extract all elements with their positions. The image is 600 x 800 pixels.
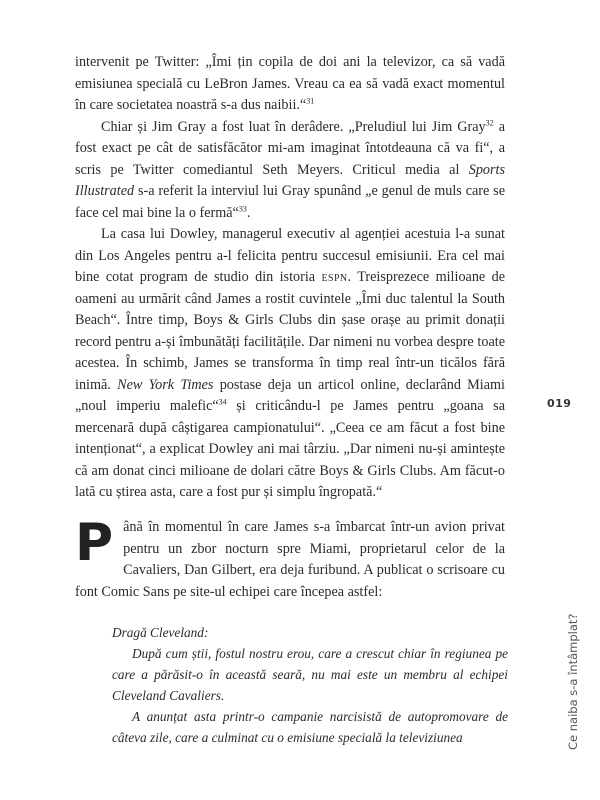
page-number: 019 bbox=[547, 397, 572, 410]
running-head: Ce naiba s-a întâmplat? bbox=[566, 613, 580, 750]
paragraph-3: La casa lui Dowley, managerul executiv al agenției acestuia l-a sunat din Los Angeles pentru a-l felicita pentru succesul emisiunii. Era cel mai bine cotat program de studio din istoria espn. Treisprezece milioane de oameni au urmărit când James a rostit cuvintele „Îmi duc talentul la South Beach“. Între timp, Boys & Girls Clubs din șase orașe au primit donații record pentru a-și îmbunătăți facilitățile. Dar nimeni nu vorbea despre toate acestea. În schimb, James se transforma în timp real într-un ticălos fără inimă. New York Times postase deja un articol online, declarând Miami „noul imperiu malefic“$^{34}$ și criticându-l pe James pentru „goana sa mercenară după câștigarea campionatului“. „Ceea ce am făcut a fost bine intenționat“, a explicat Dowley ani mai târziu. „Dar nimeni nu-și amintește că am donat cinci milioane de dolari către Boys & Girls Clubs. Am făcut-o lată cu știrea asta, care a fost pur și simplu îngropată.“ bbox=[75, 226, 506, 500]
letter-salutation: Dragă Cleveland: bbox=[112, 625, 209, 640]
footnote-ref-32[interactable]: 32 bbox=[485, 117, 494, 127]
body-text bbox=[75, 52, 505, 504]
paragraph-2: Chiar și Jim Gray a fost luat în derâdere. „Preludiul lui Jim Gray$^{32}$ a fost exact pe cât de satisfăcător mi-am imaginat întotdeauna că va fi“, a scris pe Twitter comediantul Seth Meyers. Criticul media al Sports Illustrated s-a referit la interviul lui Gray spunând „e genul de muls care se face cel mai bine la o fermă“$^{33}$. bbox=[75, 117, 505, 221]
letter-paragraph-2: A anunțat asta printr-o campanie narcisistă de autopromovare de câteva zile, care a culminat cu o emisiune specială la televiziunea bbox=[112, 709, 508, 745]
section-start bbox=[75, 513, 505, 603]
paragraph-1: intervenit pe Twitter: „Îmi țin copila de doi ani la televizor, ca să vadă emisiunea specială cu LeBron James. Vreau ca ea să vadă exact momentul în care societatea noastră s-a dus naibii.“$^{31}$ bbox=[75, 54, 505, 113]
footnote-ref-34[interactable]: 34 bbox=[218, 397, 227, 407]
footnote-ref-33[interactable]: 33 bbox=[238, 203, 247, 213]
paragraph-4: Până în momentul în care James s-a îmbarcat într-un avion privat pentru un zbor nocturn spre Miami, proprietarul celor de la Cavaliers, Dan Gilbert, era deja furibund. A publicat o scrisoare cu font Comic Sans pe site-ul echipei care începea astfel: bbox=[75, 513, 505, 600]
footnote-ref-31[interactable]: 31 bbox=[306, 96, 315, 106]
drop-cap: P bbox=[75, 513, 114, 573]
quoted-letter bbox=[112, 622, 508, 748]
letter-paragraph-1: După cum știi, fostul nostru erou, care a crescut chiar în regiunea pe care a părăsit-o în această seară, nu mai este un membru al echipei Cleveland Cavaliers. bbox=[112, 646, 508, 703]
